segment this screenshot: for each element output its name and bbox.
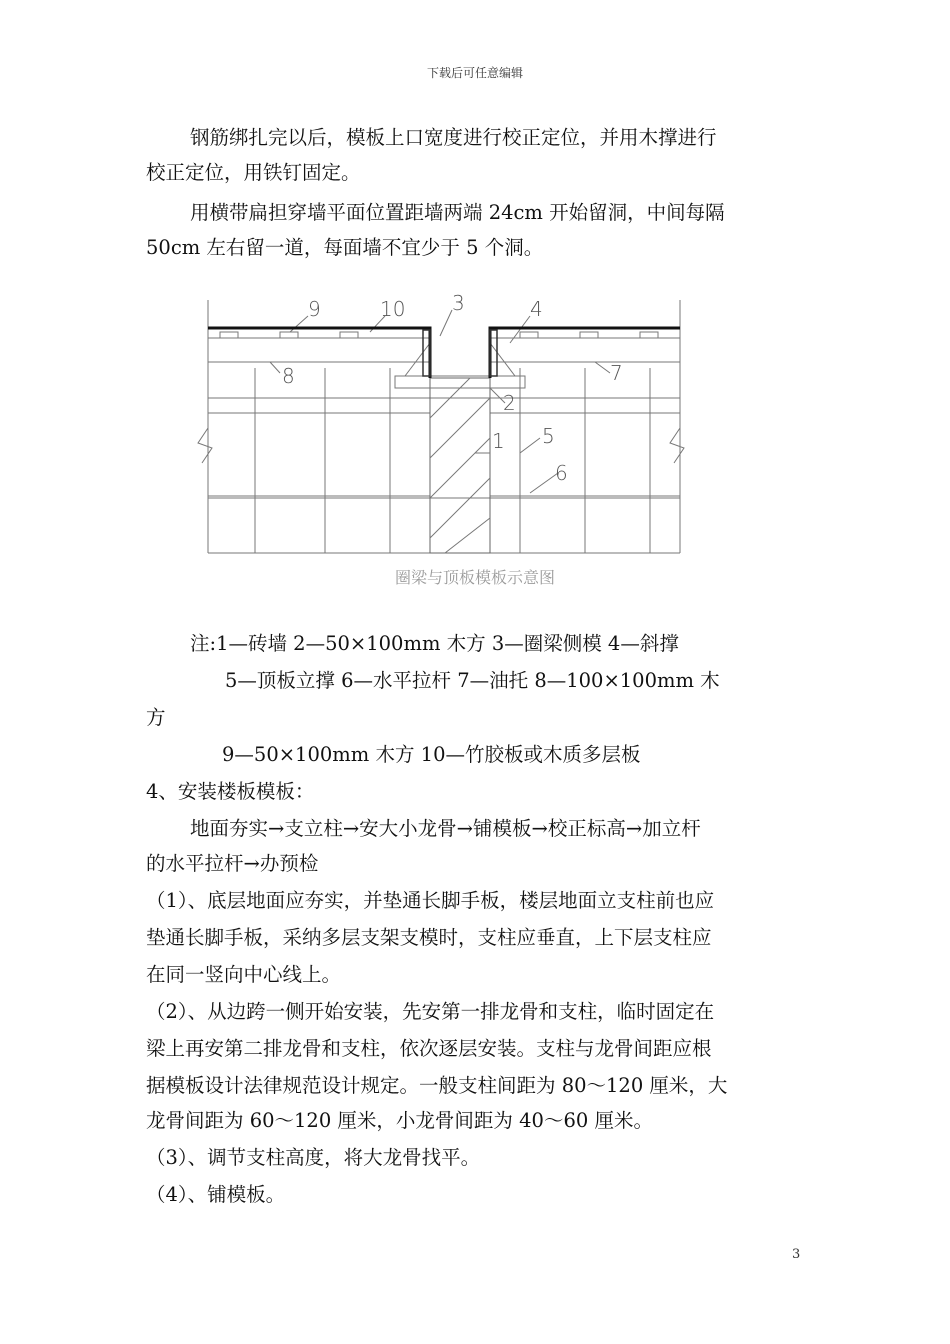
page-header: 下载后可任意编辑 bbox=[426, 66, 523, 80]
paragraph-line: 校正定位，用铁钉固定。 bbox=[146, 161, 361, 184]
item-line: （3）、调节支柱高度，将大龙骨找平。 bbox=[146, 1146, 481, 1169]
paragraph-line: 50cm 左右留一道，每面墙不宜少于 5 个洞。 bbox=[146, 236, 544, 259]
flow-line: 的水平拉杆→办预检 bbox=[146, 852, 319, 875]
item-line: （2）、从边跨一侧开始安装，先安第一排龙骨和支柱，临时固定在 bbox=[146, 1000, 715, 1023]
item-line: 在同一竖向中心线上。 bbox=[146, 963, 342, 986]
label-9: 9 bbox=[308, 297, 321, 321]
item-line: 据模板设计法律规范设计规定。一般支柱间距为 80～120 厘米，大 bbox=[146, 1074, 728, 1097]
label-3: 3 bbox=[452, 291, 465, 315]
label-2: 2 bbox=[503, 391, 516, 415]
label-1: 1 bbox=[492, 429, 505, 453]
label-4: 4 bbox=[530, 297, 543, 321]
item-line: 龙骨间距为 60～120 厘米，小龙骨间距为 40～60 厘米。 bbox=[146, 1109, 653, 1132]
label-8: 8 bbox=[282, 364, 295, 388]
flow-line: 地面夯实→支立柱→安大小龙骨→铺模板→校正标高→加立杆 bbox=[190, 817, 701, 840]
label-7: 7 bbox=[610, 361, 623, 385]
item-line: （1）、底层地面应夯实，并垫通长脚手板，楼层地面立支柱前也应 bbox=[146, 889, 715, 912]
item-line: 垫通长脚手板，采纳多层支架支模时，支柱应垂直，上下层支柱应 bbox=[146, 926, 712, 949]
figure-caption: 圈梁与顶板模板示意图 bbox=[394, 568, 555, 587]
note-line: 方 bbox=[146, 706, 166, 729]
item-line: （4）、铺模板。 bbox=[146, 1183, 286, 1206]
label-5: 5 bbox=[542, 424, 555, 448]
note-line: 5—顶板立撑 6—水平拉杆 7—油托 8—100×100mm 木 bbox=[225, 669, 720, 692]
note-line: 9—50×100mm 木方 10—竹胶板或木质多层板 bbox=[222, 743, 641, 766]
label-10: 10 bbox=[380, 297, 406, 321]
section-title: 4、安装楼板模板： bbox=[146, 780, 315, 803]
beam-slab-formwork-diagram bbox=[190, 288, 690, 558]
label-6: 6 bbox=[555, 461, 568, 485]
paragraph-line: 用横带扁担穿墙平面位置距墙两端 24cm 开始留洞，中间每隔 bbox=[190, 201, 725, 224]
page-number: 3 bbox=[792, 1247, 801, 1262]
note-line: 注:1—砖墙 2—50×100mm 木方 3—圈梁侧模 4—斜撑 bbox=[190, 632, 679, 655]
item-line: 梁上再安第二排龙骨和支柱，依次逐层安装。支柱与龙骨间距应根 bbox=[146, 1037, 712, 1060]
paragraph-line: 钢筋绑扎完以后，模板上口宽度进行校正定位，并用木撑进行 bbox=[190, 126, 717, 149]
